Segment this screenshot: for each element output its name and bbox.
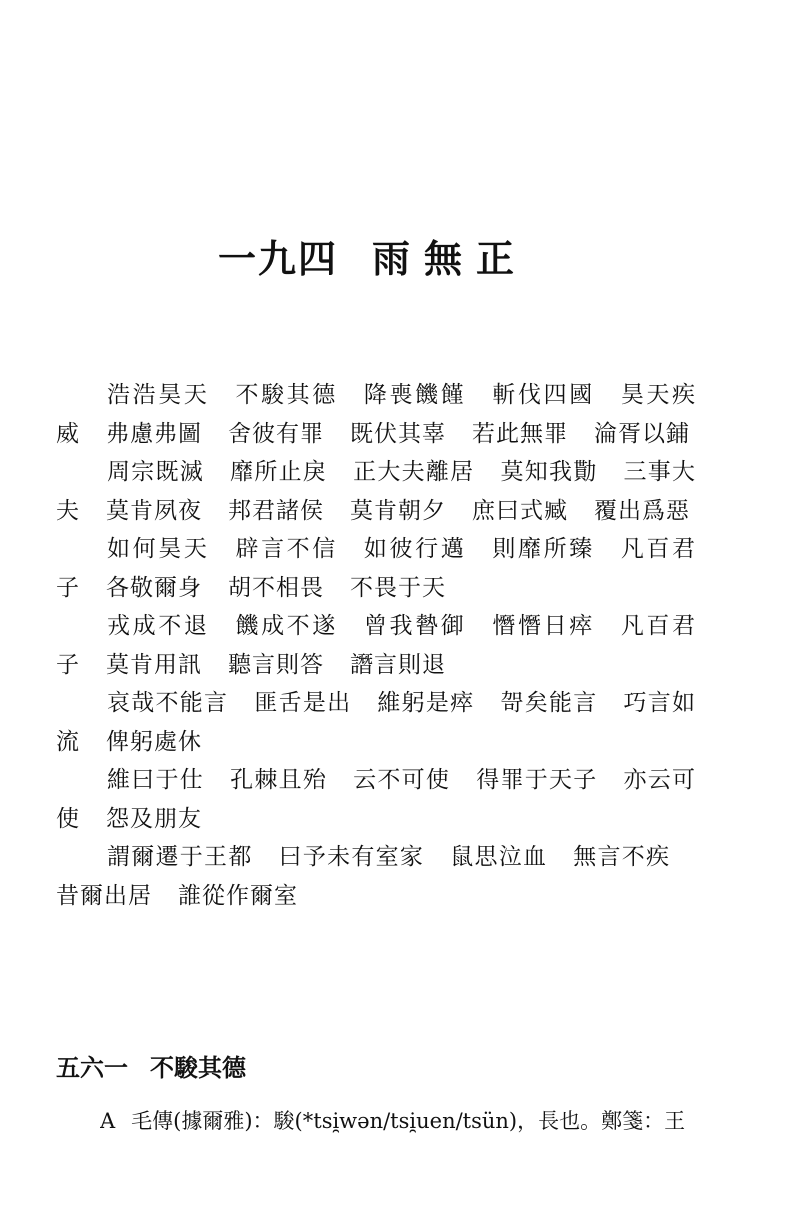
poem-stanza bbox=[56, 684, 696, 761]
poem-number: 一九四 bbox=[218, 236, 339, 281]
poem-line: 俾躬處休 bbox=[106, 728, 202, 755]
poem-line: 怨及朋友 bbox=[106, 805, 202, 832]
poem-line: 莫知我勩 bbox=[500, 459, 598, 485]
poem-line: 孔棘且殆 bbox=[230, 767, 328, 793]
poem-line: 昔爾出居 bbox=[56, 882, 152, 909]
poem-line: 凡百君子 bbox=[56, 613, 697, 678]
poem-line: 不畏于天 bbox=[350, 574, 446, 601]
poem-line: 既伏其辜 bbox=[350, 420, 446, 447]
poem-line: 哿矣能言 bbox=[500, 690, 598, 716]
poem-line: 舍彼有罪 bbox=[228, 420, 324, 447]
poem-line: 凡百君子 bbox=[56, 536, 697, 601]
commentary-note bbox=[100, 1104, 700, 1138]
poem-line: 胡不相畏 bbox=[228, 574, 324, 601]
poem-line: 維躬是瘁 bbox=[377, 690, 475, 716]
poem-line: 巧言如流 bbox=[56, 690, 697, 755]
note-label: A bbox=[100, 1109, 116, 1133]
poem-line: 淪胥以鋪 bbox=[594, 420, 690, 447]
note-text: 毛傳(據爾雅)：駿(*tsi̯wən/tsi̯uen/tsün)，長也。鄭箋：王 bbox=[131, 1109, 686, 1133]
poem-line: 亦云可使 bbox=[56, 767, 697, 832]
poem-line: 戎成不退 bbox=[107, 613, 210, 639]
poem-line: 各敬爾身 bbox=[106, 574, 202, 601]
poem-line: 得罪于天子 bbox=[476, 767, 598, 793]
poem-stanza bbox=[56, 761, 696, 838]
poem-stanza bbox=[56, 376, 696, 453]
section-title: 不駿其德 bbox=[150, 1054, 246, 1082]
poem-line: 弗慮弗圖 bbox=[106, 420, 202, 447]
poem-stanza bbox=[56, 530, 696, 607]
poem-line: 維曰于仕 bbox=[107, 767, 205, 793]
poem-line: 周宗既滅 bbox=[107, 459, 205, 485]
section-heading bbox=[56, 1048, 246, 1083]
poem-stanza bbox=[56, 453, 696, 530]
section-number: 五六一 bbox=[56, 1054, 128, 1082]
poem-line: 無言不疾 bbox=[573, 844, 671, 870]
poem-line: 匪舌是出 bbox=[254, 690, 352, 716]
poem-line: 斬伐四國 bbox=[492, 382, 595, 408]
poem-line: 莫肯用訊 bbox=[106, 651, 202, 678]
poem-line: 曰予未有室家 bbox=[278, 844, 425, 870]
poem-line: 正大夫離居 bbox=[353, 459, 475, 485]
poem-name: 雨無正 bbox=[372, 236, 529, 281]
poem-line: 莫肯夙夜 bbox=[106, 497, 202, 524]
poem-line: 若此無罪 bbox=[472, 420, 568, 447]
poem-line: 譖言則退 bbox=[350, 651, 446, 678]
poem-body bbox=[56, 376, 696, 915]
poem-stanza bbox=[56, 607, 696, 684]
poem-line: 昊天疾威 bbox=[56, 382, 697, 447]
poem-line: 謂爾遷于王都 bbox=[107, 844, 253, 870]
poem-line: 如何昊天 bbox=[107, 536, 210, 562]
poem-line: 邦君諸侯 bbox=[228, 497, 324, 524]
poem-line: 不駿其德 bbox=[235, 382, 338, 408]
poem-line: 饑成不遂 bbox=[235, 613, 338, 639]
poem-line: 則靡所臻 bbox=[492, 536, 595, 562]
poem-line: 聽言則答 bbox=[228, 651, 324, 678]
poem-line: 辟言不信 bbox=[235, 536, 338, 562]
poem-line: 三事大夫 bbox=[56, 459, 697, 524]
poem-line: 庶曰式臧 bbox=[472, 497, 568, 524]
poem-line: 降喪饑饉 bbox=[363, 382, 467, 408]
poem-line: 浩浩昊天 bbox=[107, 382, 210, 408]
poem-line: 哀哉不能言 bbox=[107, 690, 229, 716]
poem-line: 鼠思泣血 bbox=[450, 844, 548, 870]
poem-stanza bbox=[56, 838, 696, 915]
poem-line: 靡所止戾 bbox=[230, 459, 328, 485]
poem-line: 憯憯日瘁 bbox=[492, 613, 595, 639]
poem-line: 云不可使 bbox=[353, 767, 451, 793]
poem-line: 如彼行邁 bbox=[363, 536, 467, 562]
poem-line: 覆出爲惡 bbox=[594, 497, 690, 524]
poem-line: 莫肯朝夕 bbox=[350, 497, 446, 524]
poem-line: 誰從作爾室 bbox=[178, 882, 298, 909]
poem-line: 曾我暬御 bbox=[363, 613, 467, 639]
poem-title bbox=[218, 228, 528, 283]
